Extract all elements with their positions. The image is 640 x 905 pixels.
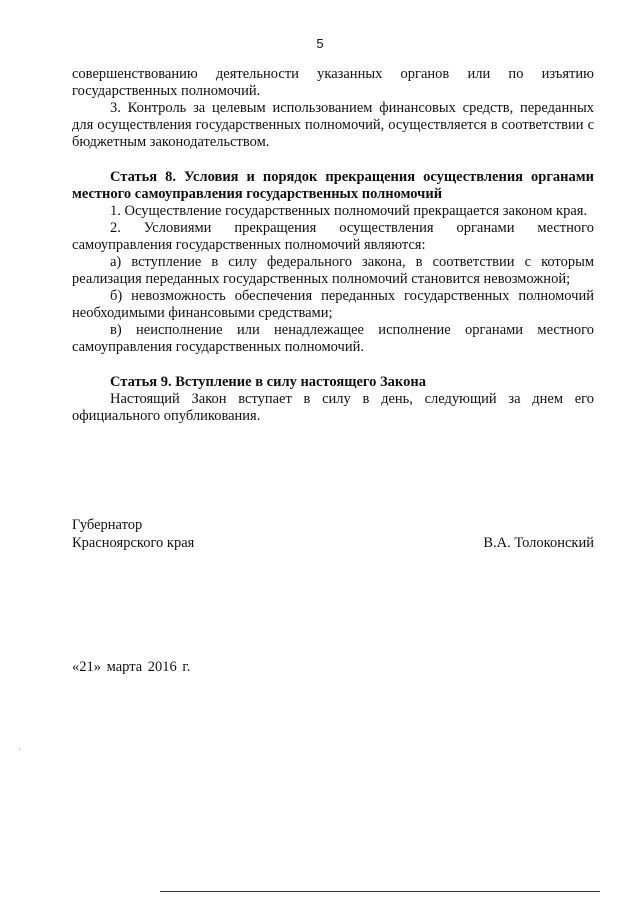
article-8-clause-2: 2. Условиями прекращения осуществления органами местного самоуправления государственных полномочий являются: xyxy=(72,220,594,253)
article-8-item-c: в) неисполнение или ненадлежащее исполнение органами местного самоуправления государственных полномочий. xyxy=(72,322,594,355)
article-9-text: Настоящий Закон вступает в силу в день, следующий за днем его официального опубликования. xyxy=(72,391,594,424)
page-number: 5 xyxy=(316,36,324,51)
signatory-name: В.А. Толоконский xyxy=(483,535,594,551)
article-8-item-b: б) невозможность обеспечения переданных государственных полномочий необходимыми финансовыми средствами; xyxy=(72,288,594,321)
margin-mark: · xyxy=(18,745,21,754)
article-8-item-a: а) вступление в силу федерального закона, в соответствии с которым реализация переданных государственных полномочий становится невозможной; xyxy=(72,254,594,287)
signatory-title-line2: Красноярского края xyxy=(72,535,195,551)
signature-block xyxy=(72,516,594,552)
document-body xyxy=(72,66,594,425)
paragraph-continuation: совершенствованию деятельности указанных органов или по изъятию государственных полномочий. xyxy=(72,66,594,99)
signing-date: «21» марта 2016 г. xyxy=(72,659,191,675)
article-8-clause-1: 1. Осуществление государственных полномочий прекращается законом края. xyxy=(110,203,588,219)
paragraph-control-clause: 3. Контроль за целевым использованием финансовых средств, переданных для осуществления государственных полномочий, осуществляется в соответствии с бюджетным законодательством. xyxy=(72,100,594,150)
article-8-heading: Статья 8. Условия и порядок прекращения осуществления органами местного самоуправления государственных полномочий xyxy=(72,169,594,202)
footer-rule xyxy=(160,891,600,892)
signatory-title xyxy=(72,516,194,552)
article-9-heading: Статья 9. Вступление в силу настоящего Закона xyxy=(110,374,426,390)
signatory-title-line1: Губернатор xyxy=(72,517,143,533)
